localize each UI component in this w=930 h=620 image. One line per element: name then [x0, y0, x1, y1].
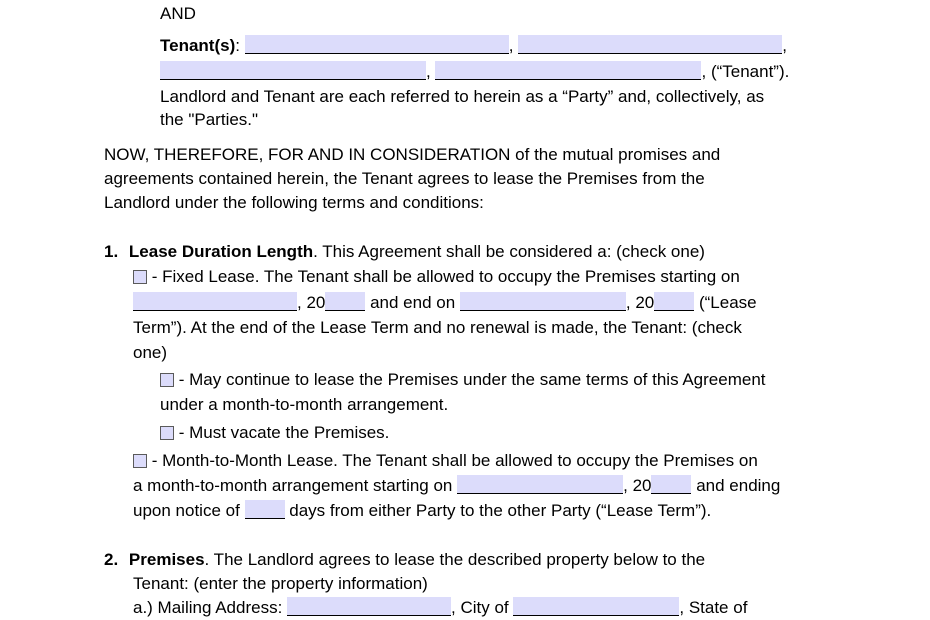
vacate-checkbox[interactable]: [160, 426, 174, 440]
notice-text-b: days from either Party to the other Party (“Lease Term”).: [284, 501, 712, 520]
start-year-field[interactable]: [325, 292, 365, 311]
continue-option-text: - May continue to lease the Premises under the same terms of this Agreement: [174, 370, 766, 389]
tenant-name-field-1[interactable]: [245, 35, 509, 54]
month-to-month-checkbox[interactable]: [133, 454, 147, 468]
continue-option-line: [160, 369, 766, 391]
check-one-line: one): [133, 343, 168, 362]
section-2-title: Premises: [128, 550, 205, 569]
continue-option-line-2: under a month-to-month arrangement.: [160, 395, 449, 414]
tenant-definition: (“Tenant”).: [710, 62, 790, 81]
section-1-heading: [104, 241, 705, 263]
section-2-number: 2.: [104, 550, 119, 569]
mtm-start-text: a month-to-month arrangement starting on: [133, 476, 458, 495]
state-label: , State of: [679, 598, 748, 617]
continue-lease-checkbox[interactable]: [160, 373, 174, 387]
section-2-intro: . The Landlord agrees to lease the described property below to the: [204, 550, 706, 569]
fixed-lease-line: [133, 266, 740, 288]
section-2-heading: [104, 549, 705, 571]
section-2-line-2: Tenant: (enter the property information): [133, 574, 428, 593]
notice-days-field[interactable]: [245, 500, 285, 519]
month-to-month-line: [133, 450, 758, 472]
party-text-line-2: the "Parties.": [160, 110, 259, 129]
month-to-month-text: - Month-to-Month Lease. The Tenant shall be allowed to occupy the Premises on: [147, 451, 758, 470]
notice-line: [133, 500, 711, 522]
consideration-line-3: Landlord under the following terms and conditions:: [104, 193, 484, 212]
mtm-start-date-field[interactable]: [457, 475, 623, 494]
mtm-start-year-field[interactable]: [651, 475, 691, 494]
tenants-label: Tenant(s): [160, 36, 236, 55]
comma-20: , 20: [625, 293, 655, 312]
vacate-option-text: - Must vacate the Premises.: [174, 423, 390, 442]
notice-text-a: upon notice of: [133, 501, 245, 520]
city-label: , City of: [451, 598, 514, 617]
end-year-field[interactable]: [654, 292, 694, 311]
consideration-line-1: NOW, THEREFORE, FOR AND IN CONSIDERATION of the mutual promises and: [104, 145, 721, 164]
and-ending-text: and ending: [691, 476, 781, 495]
fixed-lease-text: - Fixed Lease. The Tenant shall be allowed to occupy the Premises starting on: [147, 267, 740, 286]
mailing-address-line: [133, 597, 747, 619]
fixed-lease-dates-line: [133, 292, 757, 314]
colon: :: [235, 36, 240, 55]
tenants-line: [160, 35, 787, 57]
tenants-line-2: [160, 61, 789, 83]
end-date-field[interactable]: [460, 292, 626, 311]
party-text-line-1: Landlord and Tenant are each referred to herein as a “Party” and, collectively, as: [160, 87, 765, 106]
tenant-name-field-4[interactable]: [435, 61, 701, 80]
start-date-field[interactable]: [133, 292, 297, 311]
section-1-intro: . This Agreement shall be considered a: (check one): [313, 242, 705, 261]
section-1-title: Lease Duration Length: [128, 242, 314, 261]
and-end-on-text: and end on: [365, 293, 460, 312]
lease-open-text: (“Lease: [694, 293, 757, 312]
tenant-name-field-3[interactable]: [160, 61, 426, 80]
mailing-address-label: a.) Mailing Address:: [133, 598, 288, 617]
consideration-line-2: agreements contained herein, the Tenant agrees to lease the Premises from the: [104, 169, 705, 188]
comma: ,: [782, 36, 787, 55]
comma-20: , 20: [623, 476, 652, 495]
comma: ,: [426, 62, 431, 81]
comma: ,: [701, 62, 707, 81]
comma-20: , 20: [297, 293, 326, 312]
mailing-address-field[interactable]: [287, 597, 451, 616]
comma: ,: [508, 36, 514, 55]
lease-term-line: Term”). At the end of the Lease Term and no renewal is made, the Tenant: (check: [133, 318, 742, 337]
and-label: AND: [160, 4, 196, 23]
vacate-option-line: [160, 422, 389, 444]
month-to-month-start-line: [133, 475, 780, 497]
city-field[interactable]: [513, 597, 679, 616]
section-1-number: 1.: [104, 242, 119, 261]
fixed-lease-checkbox[interactable]: [133, 270, 147, 284]
tenant-name-field-2[interactable]: [518, 35, 782, 54]
